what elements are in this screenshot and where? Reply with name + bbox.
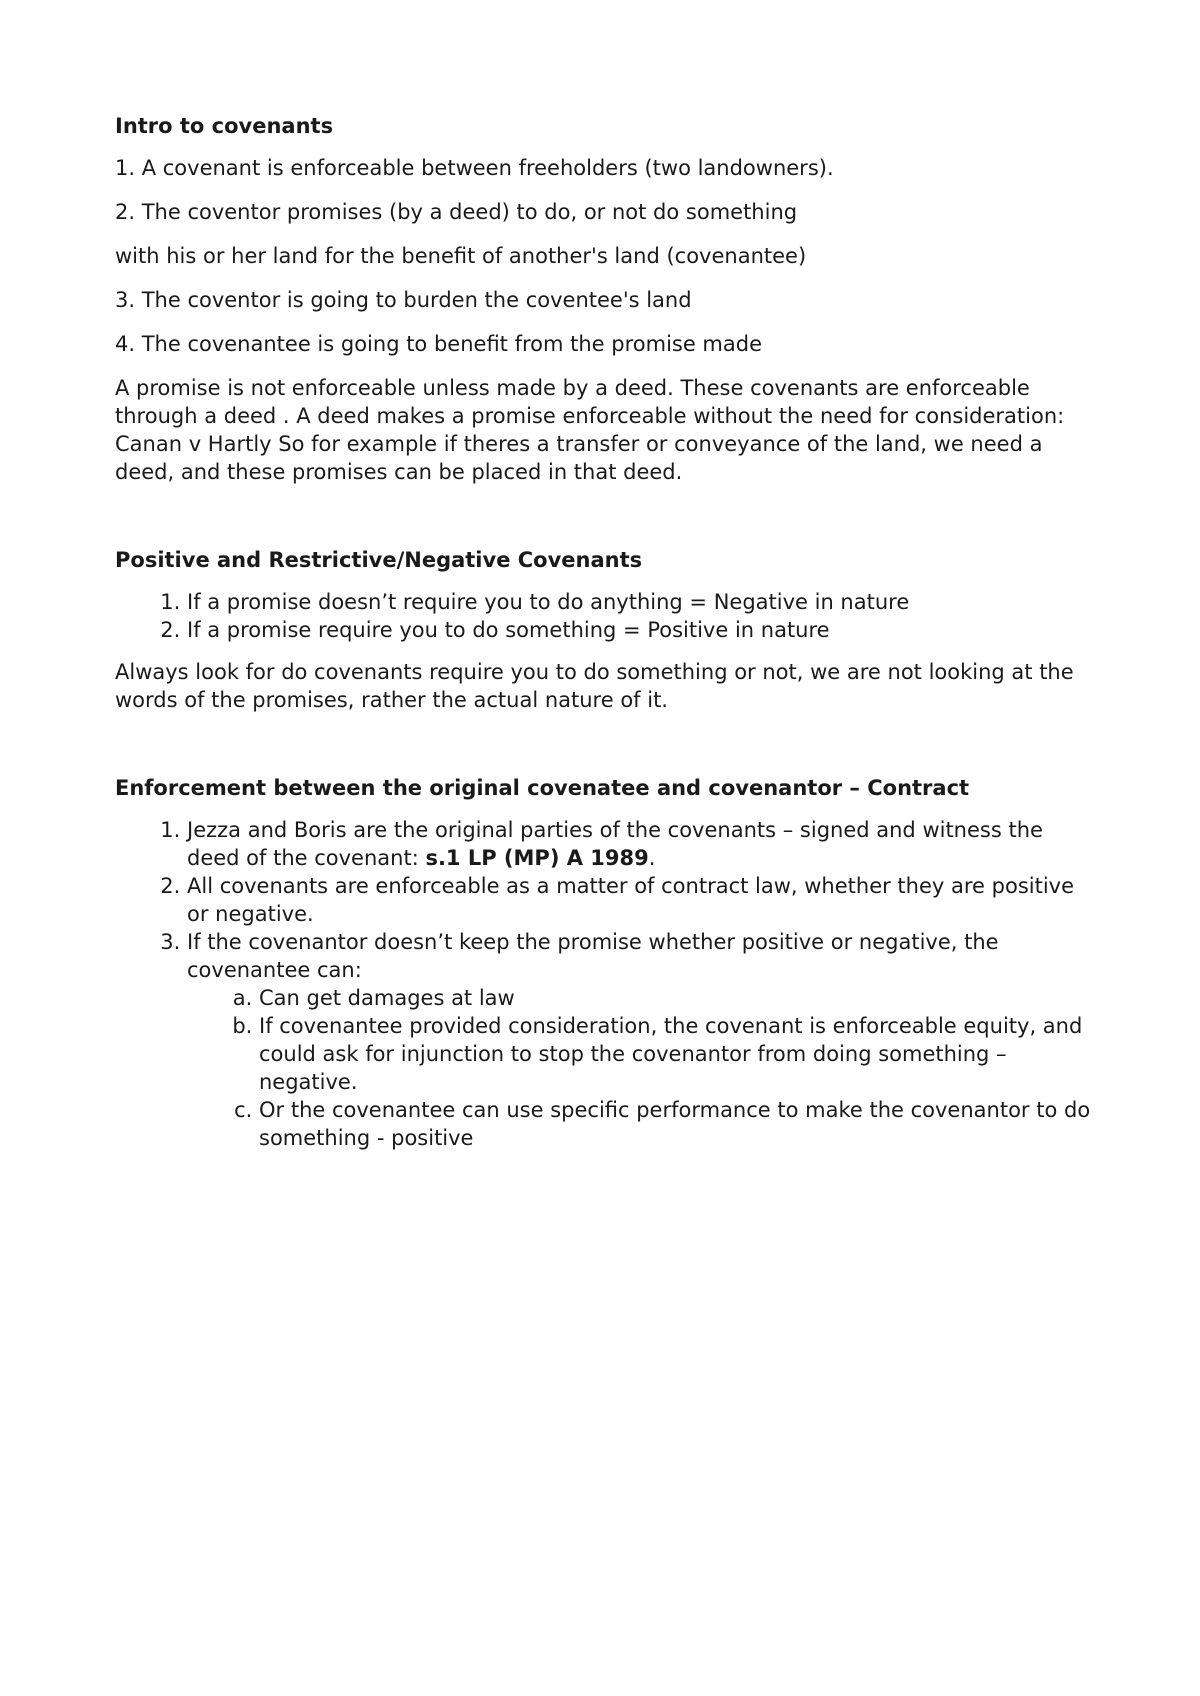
enforcement-section bbox=[115, 774, 1095, 1152]
list-item-end: . bbox=[648, 846, 656, 870]
intro-paragraph: A promise is not enforceable unless made by a deed. These covenants are enforceable through a deed . A deed makes a promise enforceable without the need for consideration: Canan v Hartly So for example if theres a transfer or conveyance of the land, we need a deed, and these promises can be placed in that deed. bbox=[115, 376, 1065, 484]
intro-point-4: 4. The covenantee is going to benefit from the promise made bbox=[115, 332, 763, 356]
positive-negative-heading: Positive and Restrictive/Negative Covenants bbox=[115, 548, 643, 572]
sub-list-item: c. Or the covenantee can use specific performance to make the covenantor to do something - positive bbox=[259, 1096, 1095, 1152]
statute-reference: s.1 LP (MP) A 1989 bbox=[425, 846, 649, 870]
list-item-text: Jezza and Boris are the original parties of the covenants – signed and witness the deed of the covenant: bbox=[187, 818, 1043, 870]
list-item-text: If the covenantor doesn’t keep the promise whether positive or negative, the covenantee can: bbox=[187, 930, 999, 982]
intro-point-3: 3. The coventor is going to burden the coventee's land bbox=[115, 288, 692, 312]
intro-point-2: 2. The coventor promises (by a deed) to do, or not do something bbox=[115, 200, 798, 224]
document-page bbox=[115, 112, 1095, 1166]
section-spacer bbox=[115, 730, 1095, 774]
enforcement-list bbox=[115, 816, 1095, 1152]
list-item bbox=[187, 928, 1095, 1152]
section-spacer bbox=[115, 502, 1095, 546]
remedies-list bbox=[187, 984, 1095, 1152]
intro-point-1: 1. A covenant is enforceable between freeholders (two landowners). bbox=[115, 156, 834, 180]
intro-point-2-continued: with his or her land for the benefit of another's land (covenantee) bbox=[115, 244, 807, 268]
sub-list-item: a. Can get damages at law bbox=[259, 984, 1095, 1012]
sub-list-item: b. If covenantee provided consideration, the covenant is enforceable equity, and could ask for injunction to stop the covenantor from doing something – negative. bbox=[259, 1012, 1095, 1096]
enforcement-heading: Enforcement between the original covenatee and covenantor – Contract bbox=[115, 776, 970, 800]
positive-negative-section bbox=[115, 546, 1095, 714]
positive-negative-paragraph: Always look for do covenants require you to do something or not, we are not looking at the words of the promises, rather the actual nature of it. bbox=[115, 660, 1074, 712]
intro-section bbox=[115, 112, 1095, 486]
intro-heading: Intro to covenants bbox=[115, 114, 334, 138]
list-item: 1. If a promise doesn’t require you to do anything = Negative in nature bbox=[187, 588, 1095, 616]
list-item: 2. If a promise require you to do something = Positive in nature bbox=[187, 616, 1095, 644]
positive-negative-list bbox=[115, 588, 1095, 644]
list-item bbox=[187, 816, 1095, 872]
list-item: 2. All covenants are enforceable as a matter of contract law, whether they are positive or negative. bbox=[187, 872, 1095, 928]
